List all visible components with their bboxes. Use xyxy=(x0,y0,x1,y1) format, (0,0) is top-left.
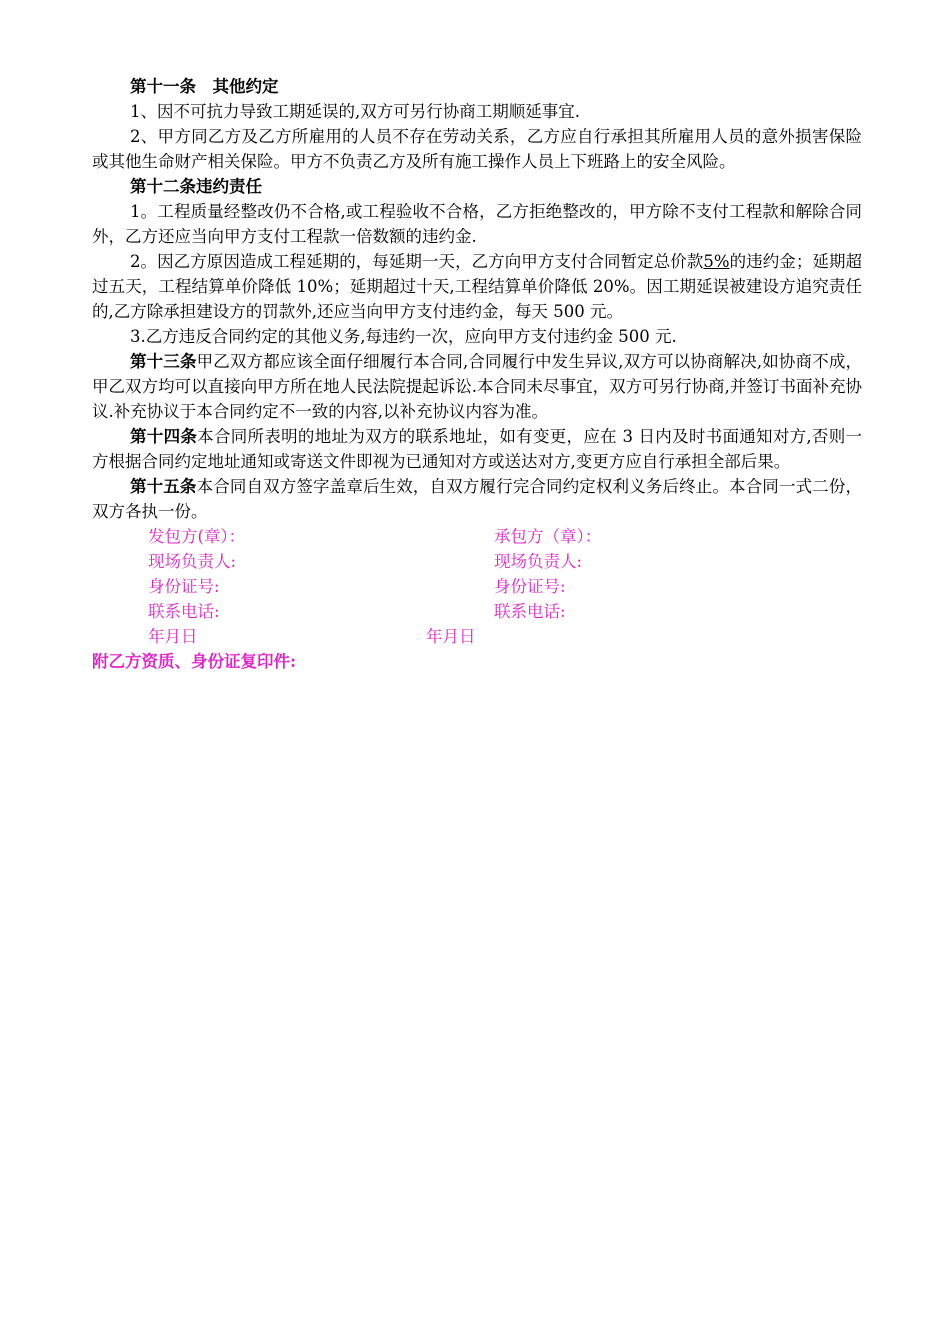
article-11-clause-1: 1、因不可抗力导致工期延误的,双方可另行协商工期顺延事宜. xyxy=(130,102,580,121)
article-15-text: 本合同自双方签字盖章后生效，自双方履行完合同约定权利义务后终止。本合同一式二份，双方各执一份。 xyxy=(92,477,863,521)
article-15-label: 第十五条 xyxy=(130,477,197,496)
penalty-rate: 5% xyxy=(703,252,730,271)
article-14-text: 本合同所表明的地址为双方的联系地址，如有变更，应在 3 日内及时书面通知对方,否则一方根据合同约定地址通知或寄送文件即视为已通知对方或送达对方,变更方应自行承担全部后果。 xyxy=(92,427,863,471)
signature-row-date xyxy=(92,624,862,649)
contractor-seal-label: 承包方（章）： xyxy=(494,527,602,546)
article-12-clause-2 xyxy=(92,249,862,324)
employer-phone-label: 联系电话: xyxy=(148,602,220,621)
article-12-clause-2-end: 的违约金；延期超过五天，工程结算单价降低 10%；延期超过十天,工程结算单价降低 20%。因工期延误被建设方追究责任的,乙方除承担建设方的罚款外,还应当向甲方支付违约金，每天 500 元。 xyxy=(92,252,863,321)
contractor-id-label: 身份证号: xyxy=(494,577,566,596)
article-11-clause-2: 2、甲方同乙方及乙方所雇用的人员不存在劳动关系，乙方应自行承担其所雇用人员的意外损害保险或其他生命财产相关保险。甲方不负责乙方及所有施工操作人员上下班路上的安全风险。 xyxy=(92,127,862,171)
article-13 xyxy=(92,349,862,424)
employer-id-label: 身份证号: xyxy=(148,577,220,596)
contract-content xyxy=(92,74,862,674)
employer-seal-label: 发包方(章）： xyxy=(148,527,246,546)
article-11-heading: 第十一条 其他约定 xyxy=(130,77,279,96)
contractor-date-label: 年月日 xyxy=(426,627,476,646)
signature-row-id xyxy=(92,574,862,599)
article-12-clause-3: 3.乙方违反合同约定的其他义务,每违约一次，应向甲方支付违约金 500 元. xyxy=(130,327,677,346)
article-13-text: 甲乙双方都应该全面仔细履行本合同,合同履行中发生异议,双方可以协商解决,如协商不成，甲乙双方均可以直接向甲方所在地人民法院提起诉讼.本合同未尽事宜，双方可另行协商,并签订书面补充协议.补充协议于本合同约定不一致的内容,以补充协议内容为准。 xyxy=(92,352,862,421)
signature-row-manager xyxy=(92,549,862,574)
contractor-phone-label: 联系电话: xyxy=(494,602,566,621)
article-13-label: 第十三条 xyxy=(130,352,197,371)
employer-date-label: 年月日 xyxy=(148,627,198,646)
employer-manager-label: 现场负责人: xyxy=(148,552,237,571)
article-14 xyxy=(92,424,862,474)
article-15 xyxy=(92,474,862,524)
attachment-note: 附乙方资质、身份证复印件: xyxy=(92,652,297,671)
article-12-clause-2-start: 2。因乙方原因造成工程延期的，每延期一天，乙方向甲方支付合同暂定总价款 xyxy=(130,252,704,271)
contractor-manager-label: 现场负责人: xyxy=(494,552,583,571)
article-12-heading: 第十二条违约责任 xyxy=(130,177,262,196)
article-14-label: 第十四条 xyxy=(130,427,198,446)
article-12-clause-1: 1。工程质量经整改仍不合格,或工程验收不合格，乙方拒绝整改的，甲方除不支付工程款和解除合同外，乙方还应当向甲方支付工程款一倍数额的违约金. xyxy=(92,202,862,246)
signature-row-phone xyxy=(92,599,862,624)
signature-row-party xyxy=(92,524,862,549)
